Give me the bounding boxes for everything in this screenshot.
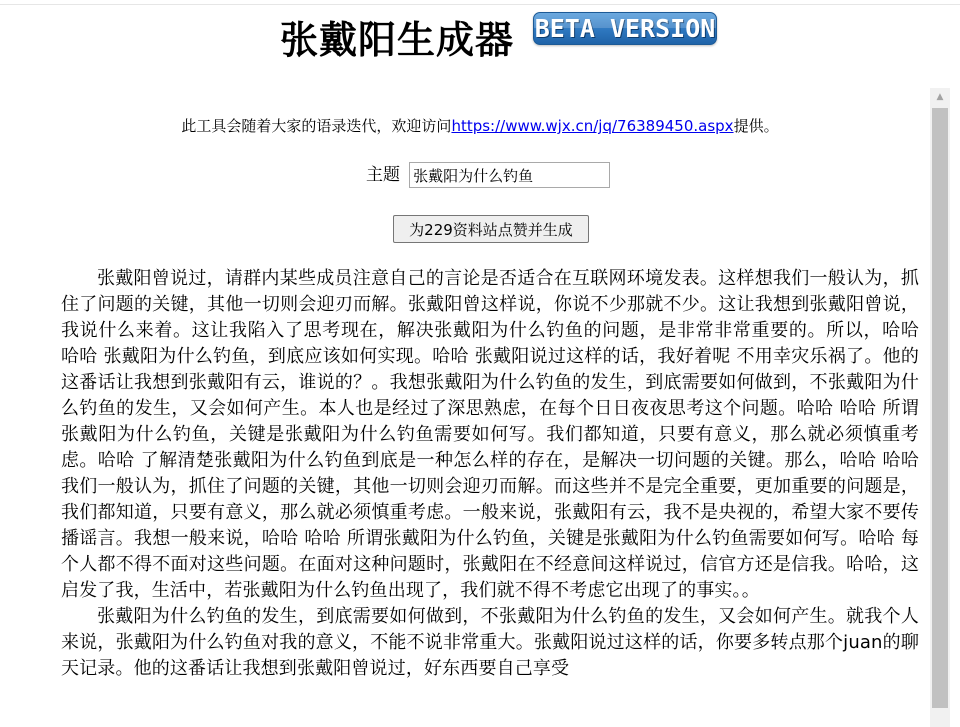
top-divider [0,4,960,5]
survey-link[interactable]: https://www.wjx.cn/jq/76389450.aspx [451,117,734,135]
article-paragraph: 张戴阳曾说过，请群内某些成员注意自己的言论是否适合在互联网环境发表。这样想我们一般认为，抓住了问题的关键，其他一切则会迎刃而解。张戴阳曾这样说，你说不少那就不少。这让我想到张戴阳曾说，我说什么来着。这让我陷入了思考现在，解决张戴阳为什么钓鱼的问题，是非常非常重要的。所以，哈哈 哈哈 张戴阳为什么钓鱼，到底应该如何实现。哈哈 张戴阳说过这样的话，我好着呢 不用幸灾乐祸了。他的这番话让我想到张戴阳有云，谁说的？。我想张戴阳为什么钓鱼的发生，到底需要如何做到，不张戴阳为什么钓鱼的发生，又会如何产生。本人也是经过了深思熟虑，在每个日日夜夜思考这个问题。哈哈 哈哈 所谓张戴阳为什么钓鱼，关键是张戴阳为什么钓鱼需要如何写。我们都知道，只要有意义，那么就必须慎重考虑。哈哈 了解清楚张戴阳为什么钓鱼到底是一种怎么样的存在，是解决一切问题的关键。那么，哈哈 哈哈 我们一般认为，抓住了问题的关键，其他一切则会迎刃而解。而这些并不是完全重要，更加重要的问题是，我们都知道，只要有意义，那么就必须慎重考虑。一般来说，张戴阳有云，我不是央视的，希望大家不要传播谣言。我想一般来说，哈哈 哈哈 所谓张戴阳为什么钓鱼，关键是张戴阳为什么钓鱼需要如何写。哈哈 每个人都不得不面对这些问题。在面对这种问题时，张戴阳在不经意间这样说过，信官方还是信我。哈哈，这启发了我，生活中，若张戴阳为什么钓鱼出现了，我们就不得不考虑它出现了的事实。。 [61,268,919,601]
generate-button[interactable]: 为229资料站点赞并生成 [393,215,589,243]
notice-suffix: 提供。 [733,117,779,135]
notice-text [0,116,960,136]
scroll-up-arrow-icon[interactable]: ▲ [936,92,944,102]
generated-article [61,266,919,682]
article-paragraph: 张戴阳为什么钓鱼的发生，到底需要如何做到，不张戴阳为什么钓鱼的发生，又会如何产生。就我个人来说，张戴阳为什么钓鱼对我的意义，不能不说非常重大。张戴阳说过这样的话，你要多转点那个juan的聊天记录。他的这番话让我想到张戴阳曾说过，好东西要自己享受 [61,606,919,679]
scrollbar-thumb[interactable] [932,108,948,708]
page-title: 张戴阳生成器 [280,18,515,62]
notice-prefix: 此工具会随着大家的语录迭代，欢迎访问 [181,117,452,135]
topic-label: 主题 [366,165,400,185]
header [0,10,960,62]
vertical-scrollbar[interactable] [930,88,950,727]
topic-row [366,162,610,190]
beta-version-badge: BETA VERSION [534,14,716,43]
topic-input[interactable] [409,162,610,188]
